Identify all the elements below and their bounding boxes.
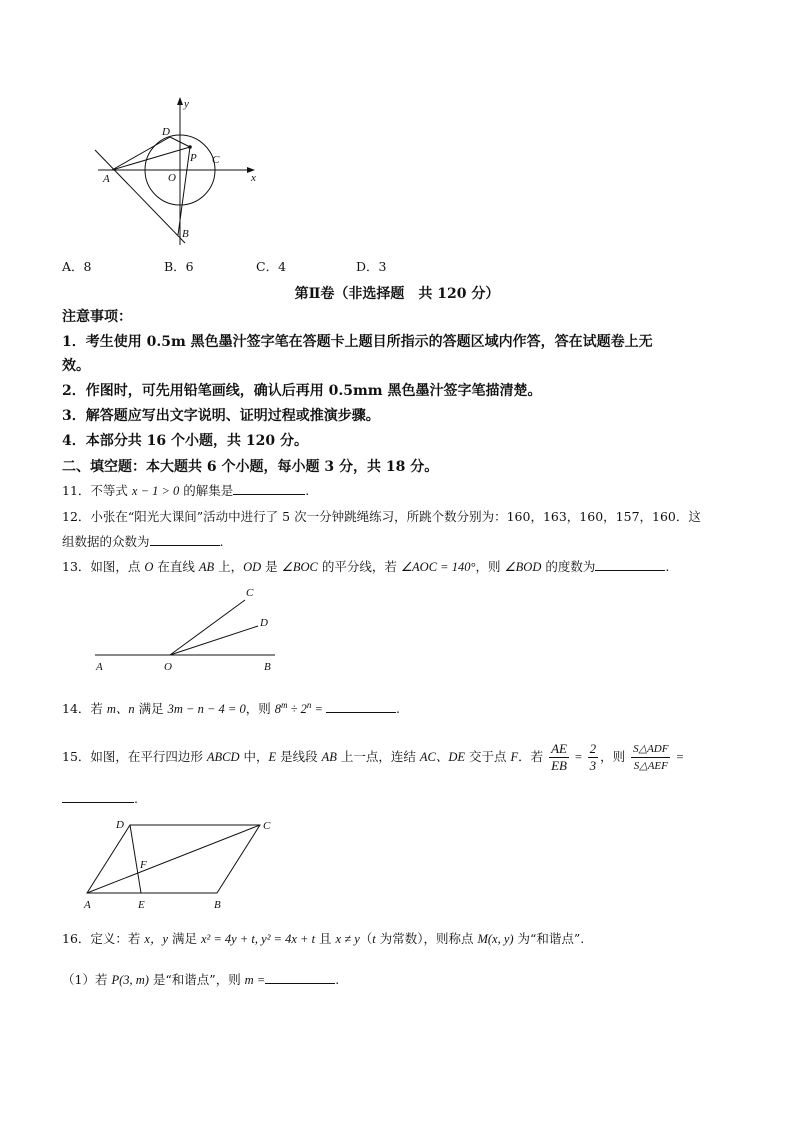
question-16: 16．定义：若 x，y 满足 x² = 4y + t, y² = 4x + t 且 x ≠ y（t 为常数），则称点 M(x, y) 为“和谐点”. — [62, 931, 585, 946]
label-a: A — [84, 899, 91, 911]
label-p: P — [190, 152, 197, 164]
label-a: A — [96, 661, 103, 673]
note-1-a: 1．考生使用 0.5m 黑色墨汁签字笔在答题卡上题目所指示的答题区域内作答，答在试题卷上无 — [62, 334, 653, 350]
label-d: D — [162, 126, 170, 138]
label-c: C — [263, 820, 271, 832]
question-14: 14．若 m、n 满足 3m − n − 4 = 0，则 $8^m \div 2^n$ = . — [62, 700, 400, 717]
question-12-line-1: 12．小张在“阳光大课间”活动中进行了 5 次一分钟跳绳练习，所跳个数分别为：160，163，160，157，160．这 — [62, 509, 701, 524]
parallelogram-figure — [80, 815, 280, 915]
option-a: A．8 — [62, 259, 92, 274]
label-a: A — [103, 173, 110, 185]
label-e: E — [138, 899, 145, 911]
label-f: F — [140, 859, 147, 871]
option-c: C．4 — [256, 259, 287, 274]
note-3: 3．解答题应写出文字说明、证明过程或推演步骤。 — [62, 408, 380, 424]
option-d: D．3 — [356, 259, 387, 274]
answer-blank-14[interactable] — [326, 700, 396, 713]
label-c: C — [246, 587, 254, 599]
diagonal-ac — [87, 825, 260, 893]
note-2: 2．作图时，可先用铅笔画线，确认后再用 0.5mm 黑色墨汁签字笔描清楚。 — [62, 383, 542, 399]
section-title: 第Ⅱ卷（非选择题 共 120 分） — [294, 286, 500, 302]
answer-blank-11[interactable] — [233, 482, 305, 495]
label-b: B — [182, 228, 189, 240]
ray-oc — [170, 600, 245, 655]
question-16-part-1: （1）若 P(3, m) 是“和谐点”，则 m = . — [62, 972, 340, 987]
note-1-b: 效。 — [62, 358, 90, 374]
answer-blank-16-1[interactable] — [265, 971, 335, 984]
answer-blank-13[interactable] — [595, 558, 665, 571]
question-15-answer: . — [62, 790, 138, 808]
notes-heading: 注意事项： — [62, 309, 132, 325]
question-15: 15．如图，在平行四边形 ABCD 中，E 是线段 AB 上一点，连结 AC、DE 交于点 F．若 $\frac{AE}{EB}$ = $\frac{2}{3}$ ，则 $\frac{\text{S△ADF}}{\text{S△AEF}}$ = — [62, 741, 685, 773]
label-o: O — [168, 172, 176, 184]
label-b: B — [214, 899, 221, 911]
label-x: x — [251, 172, 256, 184]
answer-blank-15[interactable] — [62, 790, 134, 803]
label-y: y — [184, 98, 189, 110]
label-d: D — [260, 617, 268, 629]
label-c: C — [212, 154, 220, 166]
label-o: O — [164, 661, 172, 673]
question-12-line-2: 组数据的众数为 . — [62, 534, 224, 549]
fraction-two-thirds: $\frac{2}{3}$ — [589, 741, 597, 773]
point-p — [188, 145, 192, 149]
fraction-area: $\frac{\text{S△ADF}}{\text{S△AEF}}$ — [633, 743, 669, 772]
angle-figure — [90, 582, 290, 672]
fraction-ae-eb: $\frac{AE}{EB}$ — [551, 741, 567, 773]
y-axis-arrow — [177, 97, 183, 105]
option-b: B．6 — [164, 259, 194, 274]
line-a-d — [112, 137, 170, 170]
line-upper-left — [95, 150, 185, 243]
label-b: B — [264, 661, 271, 673]
question-11: 11．不等式 x − 1 > 0 的解集是 . — [62, 483, 310, 498]
label-d: D — [116, 819, 124, 831]
note-4: 4．本部分共 16 个小题，共 120 分。 — [62, 433, 308, 449]
answer-blank-12[interactable] — [150, 533, 220, 546]
circle-figure — [90, 95, 270, 255]
question-13: 13．如图，点 O 在直线 AB 上，OD 是 ∠BOC 的平分线，若 ∠AOC = 140°，则 ∠BOD 的度数为 . — [62, 559, 670, 574]
ray-od — [170, 626, 258, 655]
part2-heading: 二、填空题：本大题共 6 个小题，每小题 3 分，共 18 分。 — [62, 459, 439, 475]
